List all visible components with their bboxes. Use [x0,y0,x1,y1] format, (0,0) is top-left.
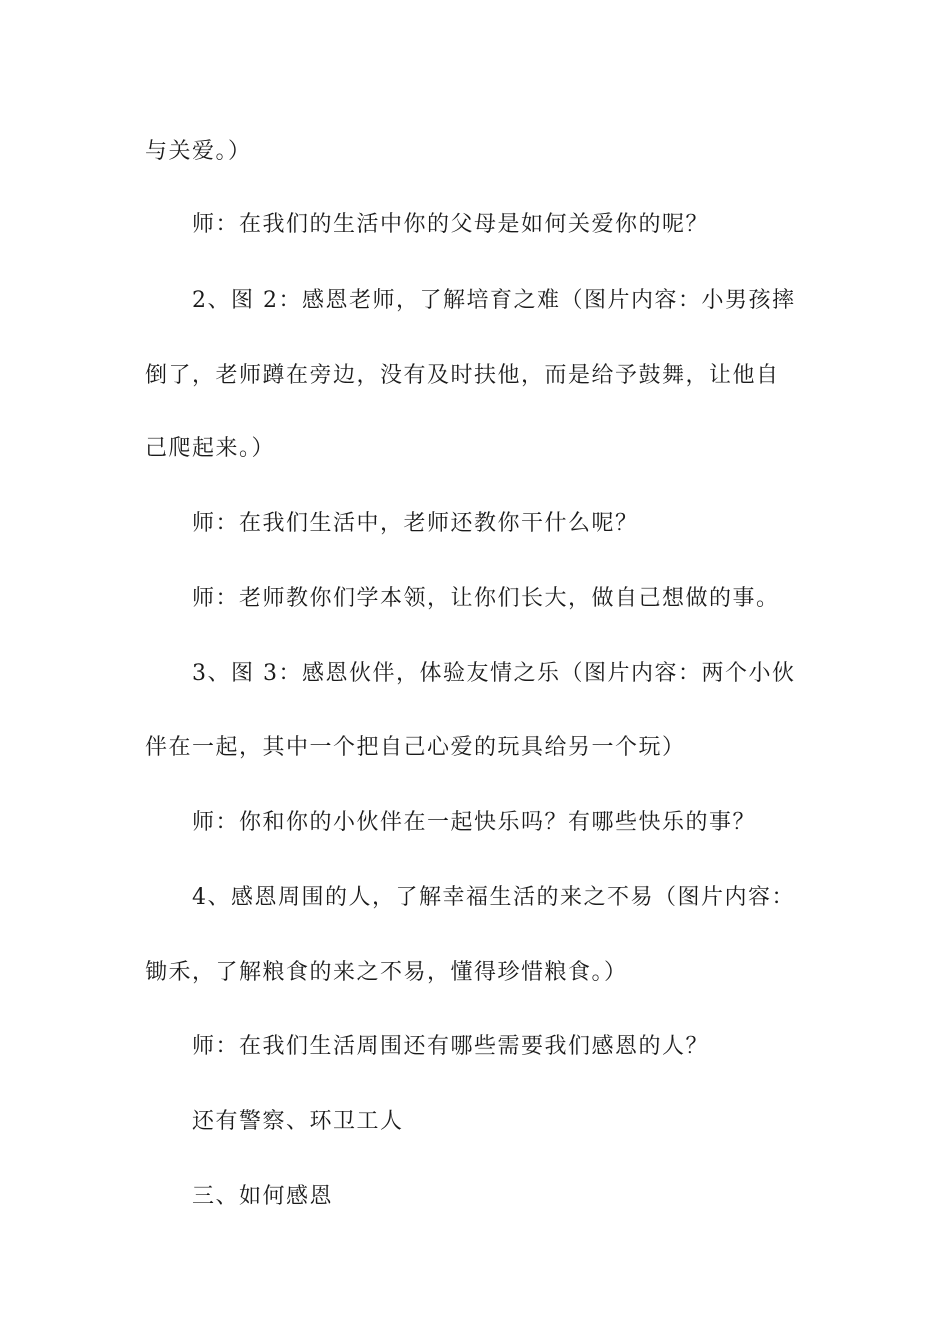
text-line: 伴在一起，其中一个把自己心爱的玩具给另一个玩） [145,735,686,760]
text-line: 师：你和你的小伙伴在一起快乐吗？有哪些快乐的事？ [192,810,757,835]
text-line: 师：在我们生活周围还有哪些需要我们感恩的人？ [192,1034,710,1059]
text-line: 锄禾，了解粮食的来之不易，懂得珍惜粮食。） [145,960,628,985]
text-line: 倒了，老师蹲在旁边，没有及时扶他，而是给予鼓舞，让他自 [145,363,780,388]
text-line: 2、图 2：感恩老师，了解培育之难（图片内容：小男孩摔 [192,288,796,313]
text-line: 师：老师教你们学本领，让你们长大，做自己想做的事。 [192,586,780,611]
text-line: 与关爱。） [145,139,252,164]
text-line: 己爬起来。） [145,436,276,461]
text-line: 还有警察、环卫工人 [192,1109,404,1134]
text-line: 师：在我们生活中，老师还教你干什么呢？ [192,511,639,536]
text-line: 三、如何感恩 [192,1184,334,1209]
text-line: 3、图 3：感恩伙伴，体验友情之乐（图片内容：两个小伙 [192,661,796,686]
text-line: 师：在我们的生活中你的父母是如何关爱你的呢？ [192,212,710,237]
text-line: 4、感恩周围的人，了解幸福生活的来之不易（图片内容： [192,885,795,910]
